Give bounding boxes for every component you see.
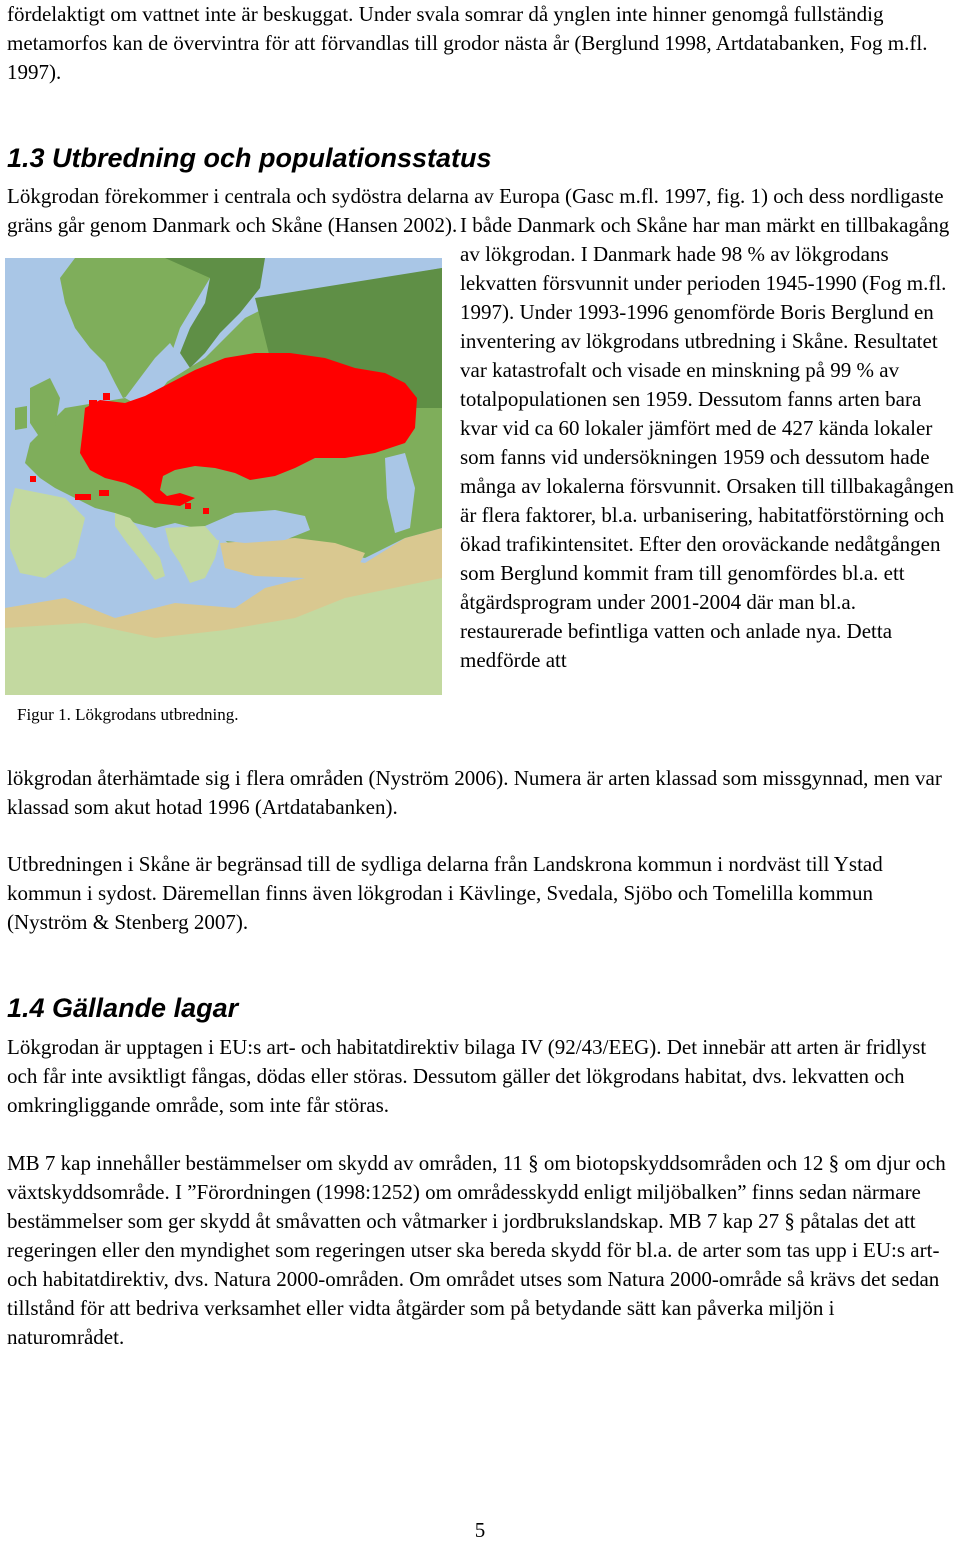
page-number: 5 <box>474 1518 486 1542</box>
section-1-4-paragraph-2: MB 7 kap innehåller bestämmelser om skydd av områden, 11 § om biotopskyddsområden och 12 § om djur och växtskyddsområde. I ”Förordningen (1998:1252) om områdesskydd enligt miljöbalken” finns sedan närmare bestämmelser som ger skydd åt småvatten och våtmarker i jordbrukslandskap. MB 7 kap 27 § påtalas det att regeringen eller den myndighet som regeringen utser ska bereda skydd för bl.a. de arter som tas upp i EU:s art- och habitatdirektiv, dvs. Natura 2000-områden. Om området utses som Natura 2000-område så krävs det sedan tillstånd för att bedriva verksamhet eller vidta åtgärder som på betydande sätt kan påverka miljön i naturområdet. <box>7 1151 946 1349</box>
ireland-land <box>15 406 27 430</box>
section-heading-1-4: 1.4 Gällande lagar <box>7 993 239 1023</box>
range-spot-bulgaria <box>203 508 209 514</box>
section-heading-1-3: 1.3 Utbredning och populationsstatus <box>7 143 492 173</box>
distribution-map-figure <box>5 258 442 695</box>
range-spot-skane <box>103 393 110 400</box>
section-1-3-side-paragraph: I både Danmark och Skåne har man märkt en tillbakagång av lökgrodan. I Danmark hade 98 % av lökgrodans lekvatten försvunnit under perioden 1945-1990 (Fog m.fl. 1997). Under 1993-1996 genomförde Boris Berglund en inventering av lökgrodans utbredning i Skåne. Resultatet var katastrofalt och visade en minskning på 99 % av totalpopulationen sen 1959. Dessutom fanns arten bara kvar vid ca 60 lokaler jämfört med de 427 kända lokaler som fanns vid undersökningen 1959 och dessutom hade många av lokalerna försvunnit. Orsaken till tillbakagången är flera faktorer, bl.a. urbanisering, habitatförstörning och ökad trafikintensitet. Efter den oroväckande nedåtgången som Berglund kommit fram till genomfördes bl.a. ett åtgärdsprogram under 2001-2004 där man bl.a. restaurerade befintliga vatten och anlade nya. Detta medförde att <box>460 213 954 672</box>
section-1-3-lead-paragraph: Lökgrodan förekommer i centrala och sydöstra delarna av Europa (Gasc m.fl. 1997, fig. 1) och dess nordligaste gräns går genom Danmark och Skåne (Hansen 2002). <box>7 184 944 237</box>
range-spot-po-valley <box>75 494 91 500</box>
skane-distribution-paragraph: Utbredningen i Skåne är begränsad till de sydliga delarna från Landskrona kommun i nordväst till Ystad kommun i sydost. Däremellan finns även lökgrodan i Kävlinge, Svedala, Sjöbo och Tomelilla kommun (Nyström & Stenberg 2007). <box>7 852 883 934</box>
section-1-3-tail-paragraph: lökgrodan återhämtade sig i flera områden (Nyström 2006). Numera är arten klassad som missgynnad, men var klassad som akut hotad 1996 (Artdatabanken). <box>7 766 942 819</box>
intro-paragraph: fördelaktigt om vattnet inte är beskuggat. Under svala somrar då ynglen inte hinner genomgå fullständig metamorfos kan de övervintra för att förvandlas till grodor nästa år (Berglund 1998, Artdatabanken, Fog m.fl. 1997). <box>7 2 928 84</box>
range-spot-alps <box>99 490 109 496</box>
figure-caption: Figur 1. Lökgrodans utbredning. <box>17 705 239 724</box>
range-spot-balkans <box>185 503 191 509</box>
europe-range-map <box>5 258 442 695</box>
section-1-4-paragraph-1: Lökgrodan är upptagen i EU:s art- och habitatdirektiv bilaga IV (92/43/EEG). Det innebär att arten är fridlyst och får inte avsiktligt fångas, dödas eller störas. Dessutom gäller det lökgrodans habitat, dvs. lekvatten och omkringliggande område, som inte får störas. <box>7 1035 927 1117</box>
range-spot-denmark <box>89 400 97 408</box>
range-spot-west <box>30 476 36 482</box>
